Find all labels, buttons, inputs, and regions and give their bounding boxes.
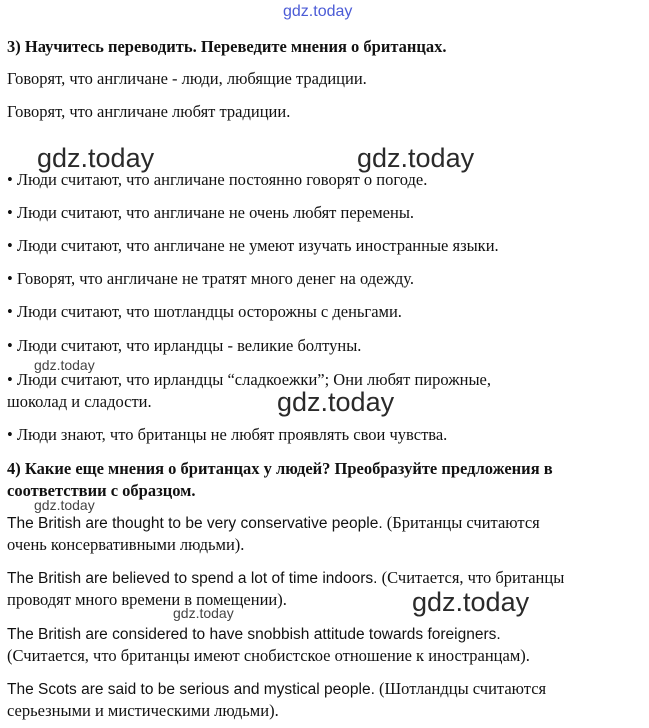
- watermark: gdz.today: [173, 605, 234, 621]
- watermark: gdz.today: [412, 587, 530, 617]
- answer-2-english: The British are believed to spend a lot of time indoors.: [7, 570, 378, 587]
- watermark: gdz.today: [37, 143, 155, 173]
- answer-3: [7, 624, 501, 645]
- watermark: gdz.today: [357, 143, 475, 173]
- section-4-heading-line-2: соответствии с образцом.: [7, 481, 196, 500]
- example-sentence-2: Говорят, что англичане любят традиции.: [7, 102, 291, 121]
- answer-4: [7, 679, 546, 700]
- list-item: • Люди считают, что ирландцы - великие болтуны.: [7, 336, 362, 355]
- answer-1-russian: (Британцы считаются: [382, 513, 540, 532]
- list-item: • Люди считают, что ирландцы “сладкоежки”; Они любят пирожные,: [7, 370, 491, 389]
- answer-1-english: The British are thought to be very conservative people.: [7, 515, 383, 532]
- list-item: • Люди знают, что британцы не любят проявлять свои чувства.: [7, 425, 448, 444]
- watermark: gdz.today: [34, 497, 95, 513]
- answer-1-line-2: очень консервативными людьми).: [7, 535, 245, 554]
- answer-4-russian: (Шотландцы считаются: [374, 679, 547, 698]
- answer-4-line-2: серьезными и мистическими людьми).: [7, 701, 279, 720]
- answer-4-english: The Scots are said to be serious and mystical people.: [7, 681, 375, 698]
- answer-3-english: The British are considered to have snobbish attitude towards foreigners.: [7, 626, 501, 643]
- list-item: • Говорят, что англичане не тратят много денег на одежду.: [7, 269, 415, 288]
- answer-2-line-2: проводят много времени в помещении).: [7, 590, 287, 609]
- watermark: gdz.today: [277, 387, 395, 417]
- list-item: • Люди считают, что англичане постоянно говорят о погоде.: [7, 170, 428, 189]
- answer-2: [7, 568, 564, 589]
- list-item: • Люди считают, что англичане не очень любят перемены.: [7, 203, 415, 222]
- list-item: • Люди считают, что англичане не умеют изучать иностранные языки.: [7, 236, 499, 255]
- answer-2-russian: (Считается, что британцы: [377, 568, 565, 587]
- list-item: • Люди считают, что шотландцы осторожны с деньгами.: [7, 302, 402, 321]
- section-4-heading: 4) Какие еще мнения о британцах у людей? Преобразуйте предложения в: [7, 459, 553, 478]
- answer-1: [7, 513, 540, 534]
- list-item-continuation: шоколад и сладости.: [7, 392, 152, 411]
- watermark-top: gdz.today: [283, 3, 353, 20]
- section-3-heading: 3) Научитесь переводить. Переведите мнения о британцах.: [7, 37, 447, 56]
- watermark: gdz.today: [34, 357, 95, 373]
- example-sentence-1: Говорят, что англичане - люди, любящие традиции.: [7, 69, 367, 88]
- answer-3-line-2: (Считается, что британцы имеют снобистское отношение к иностранцам).: [7, 646, 530, 665]
